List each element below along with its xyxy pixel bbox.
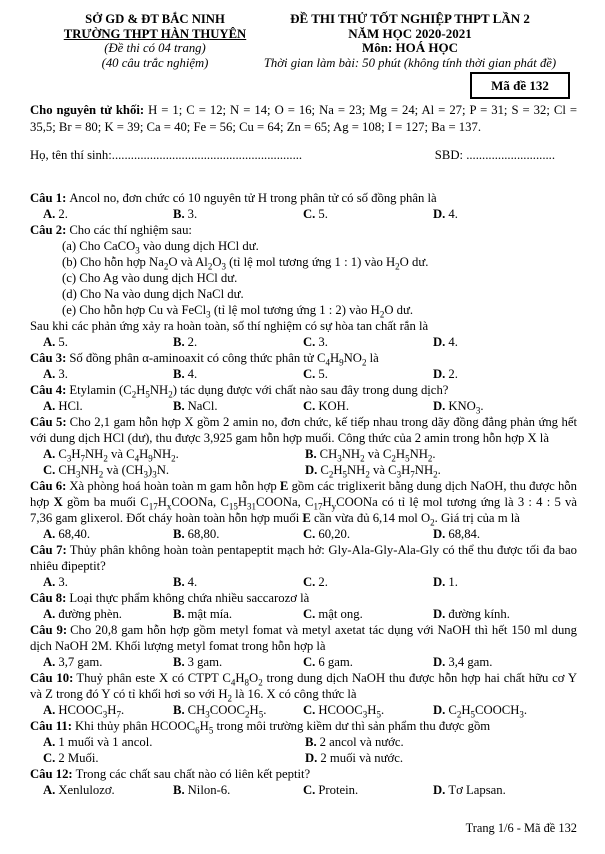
options xyxy=(30,654,577,670)
option-d: D. 2. xyxy=(433,367,458,381)
option-a: A. 3,7 gam. xyxy=(43,655,103,669)
atomic-mass-values: H = 1; C = 12; N = 14; O = 16; Na = 23; Mg = 24; Al = 27; P = 31; S = 32; Cl = 35,5; Br = 80; K = 39; Ca = 40; Fe = 56; Cu = 64; Zn = 65; Ag = 108; I = 127; Ba = 137. xyxy=(30,103,577,134)
option-b: B. 2. xyxy=(173,335,198,349)
question-4 xyxy=(30,382,577,414)
option-d: D. 2 muối và nước. xyxy=(305,751,403,765)
question-text: Khi thủy phân $HCOOC_6H_5$ trong môi trường kiềm dư thì sản phẩm thu được gồm xyxy=(74,719,491,736)
options xyxy=(30,206,577,222)
page-count-note: (Đề thi có 04 trang) xyxy=(104,41,206,55)
exam-title-block xyxy=(240,12,580,70)
atomic-mass-label: Cho nguyên tử khối: xyxy=(30,103,145,117)
option-d: D. 1. xyxy=(433,575,458,589)
option-b: B. 3. xyxy=(173,207,198,221)
options xyxy=(30,574,577,590)
option-a: A. 2. xyxy=(43,207,68,221)
option-a: A. 3. xyxy=(43,575,68,589)
exam-code-box: Mã đề 132 xyxy=(470,72,570,99)
question-count-note: (40 câu trắc nghiệm) xyxy=(101,55,209,70)
experiment-item-a: (a) Cho CaCO$_3$ vào dung dịch HCl dư. xyxy=(62,239,259,256)
question-text: Ancol no, đơn chức có 10 nguyên tử H trong phân tử có số đồng phân là xyxy=(69,191,437,205)
option-c: C. 6 gam. xyxy=(303,655,353,669)
subject: Môn: HOÁ HỌC xyxy=(361,40,459,55)
question-text: Cho 20,8 gam hỗn hợp gồm metyl fomat và metyl axetat tác dụng với NaOH thì hết 150 ml dung dịch NaOH 2M. Khối lượng metyl fomat trong hỗn hợp là xyxy=(30,623,577,653)
question-2 xyxy=(30,222,577,350)
question-number: Câu 5: xyxy=(30,415,67,429)
duration-note: Thời gian làm bài: 50 phút (không tính thời gian phát đề) xyxy=(263,55,557,70)
question-text: Cho các thí nghiệm sau: xyxy=(69,223,192,237)
option-a: A. 68,40. xyxy=(43,527,91,541)
question-number: Câu 9: xyxy=(30,623,68,637)
question-3 xyxy=(30,350,577,382)
option-a: A. $C_3H_7NH_2$ và $C_4H_9NH_2$. xyxy=(43,447,179,464)
question-text: Etylamin $(C_2H_5NH_2)$ tác dụng được với chất nào sau đây trong dung dịch? xyxy=(69,383,449,400)
question-text: Số đồng phân α-aminoaxit có công thức phân tử $C_4H_9NO_2$ là xyxy=(69,351,379,368)
experiment-item-e: (e) Cho hỗn hợp Cu và FeCl$_3$ (tỉ lệ mol tương ứng 1 : 2) vào $H_2O$ dư. xyxy=(62,303,414,320)
department-name: SỞ GD & ĐT BẮC NINH xyxy=(85,12,225,26)
option-c: C. mật ong. xyxy=(303,607,363,621)
option-d: D. đường kính. xyxy=(433,607,510,621)
candidate-sbd-dots: ............................ xyxy=(466,148,555,162)
experiment-item-d: (d) Cho Na vào dung dịch NaCl dư. xyxy=(62,287,244,301)
option-a: A. 1 muối và 1 ancol. xyxy=(43,735,153,749)
option-a: A. 5. xyxy=(43,335,68,349)
question-number: Câu 2: xyxy=(30,223,67,237)
question-number: Câu 3: xyxy=(30,351,67,365)
option-d: D. 4. xyxy=(433,335,458,349)
option-b: B. 4. xyxy=(173,575,198,589)
question-number: Câu 4: xyxy=(30,383,67,397)
option-a: A. HCl. xyxy=(43,399,83,413)
question-text: Loại thực phẩm không chứa nhiều saccarozơ là xyxy=(69,591,310,605)
options xyxy=(30,526,577,542)
question-7 xyxy=(30,542,577,590)
option-c: C. Protein. xyxy=(303,783,359,797)
option-c: C. 2. xyxy=(303,575,328,589)
exam-title: ĐỀ THI THỬ TỐT NGHIỆP THPT LẦN 2 xyxy=(290,11,530,26)
option-c: C. $CH_3NH_2$ và $(CH_3)_3N$. xyxy=(43,463,170,480)
candidate-name-field: Họ, tên thí sinh:............................................................ xyxy=(30,148,303,162)
question-10 xyxy=(30,670,577,718)
option-b: B. mật mía. xyxy=(173,607,233,621)
question-1 xyxy=(30,190,577,222)
options xyxy=(30,366,577,382)
option-c: C. 2 Muối. xyxy=(43,751,99,765)
option-d: D. $C_2H_5NH_2$ và $C_3H_7NH_2$. xyxy=(305,463,441,480)
option-c: C. 3. xyxy=(303,335,328,349)
option-b: B. Nilon-6. xyxy=(173,783,231,797)
question-text: Trong các chất sau chất nào có liên kết peptit? xyxy=(75,767,311,781)
question-9 xyxy=(30,622,577,670)
option-c: C. $HCOOC_3H_5$. xyxy=(303,703,385,720)
experiment-item-c: (c) Cho Ag vào dung dịch HCl dư. xyxy=(62,271,238,285)
option-c: C. KOH. xyxy=(303,399,350,413)
option-b: B. $CH_3NH_2$ và $C_2H_5NH_2$. xyxy=(305,447,436,464)
question-11 xyxy=(30,718,577,766)
option-d: D. $KNO_3$. xyxy=(433,399,484,416)
question-5 xyxy=(30,414,577,478)
question-number: Câu 11: xyxy=(30,719,72,733)
question-12 xyxy=(30,766,577,798)
atomic-mass-note xyxy=(30,102,577,135)
question-6 xyxy=(30,478,577,542)
options xyxy=(30,398,577,414)
option-b: B. NaCl. xyxy=(173,399,218,413)
option-a: A. Xenlulozơ. xyxy=(43,783,115,797)
question-number: Câu 1: xyxy=(30,191,67,205)
option-d: D. 3,4 gam. xyxy=(433,655,493,669)
option-d: D. 4. xyxy=(433,207,458,221)
candidate-sbd-field: SBD: ............................ xyxy=(434,148,555,162)
option-c: C. 60,20. xyxy=(303,527,351,541)
candidate-name-dots: ............................................................ xyxy=(111,148,303,162)
question-number: Câu 10: xyxy=(30,671,74,685)
question-conclusion: Sau khi các phản ứng xảy ra hoàn toàn, số thí nghiệm có sự hòa tan chất rắn là xyxy=(30,319,429,333)
option-b: B. 68,80. xyxy=(173,527,220,541)
option-b: B. 2 ancol và nước. xyxy=(305,735,404,749)
option-a: A. đường phèn. xyxy=(43,607,122,621)
option-c: C. 5. xyxy=(303,367,328,381)
option-b: B. 4. xyxy=(173,367,198,381)
option-b: B. 3 gam. xyxy=(173,655,223,669)
question-text: Thủy phân không hoàn toàn pentapeptit mạch hở: Gly-Ala-Gly-Ala-Gly có thể thu được tối đa bao nhiêu đipeptit? xyxy=(30,543,577,573)
question-text: Cho 2,1 gam hỗn hợp X gồm 2 amin no, đơn chức, kế tiếp nhau trong dãy đồng đẳng phản ứng hết với dung dịch HCl (dư), thu được 3,925 gam hỗn hợp muối. Công thức của 2 amin trong hỗn hợp X là xyxy=(30,415,577,445)
question-number: Câu 7: xyxy=(30,543,67,557)
option-d: D. Tơ Lapsan. xyxy=(433,783,506,797)
question-list xyxy=(30,190,577,798)
option-c: C. 5. xyxy=(303,207,328,221)
option-d: D. 68,84. xyxy=(433,527,481,541)
option-b: B. $CH_3COOC_2H_5$. xyxy=(173,703,267,720)
options xyxy=(30,606,577,622)
question-number: Câu 6: xyxy=(30,479,67,493)
school-name: TRƯỜNG THPT HÀN THUYÊN xyxy=(63,26,247,41)
school-year: NĂM HỌC 2020-2021 xyxy=(348,25,472,41)
options xyxy=(30,446,577,478)
question-text: Xà phòng hoá hoàn toàn m gam hỗn hợp E gồm các triglixerit bằng dung dịch NaOH, thu được hỗn hợp X gồm ba muối $C_{17}H_xCOONa$, $C_{15}H_{31}COONa$, $C_{17}H_yCOONa$ có tỉ lệ mol tương ứng là 3 : 4 : 5 và 7,36 gam glixerol. Đốt cháy hoàn toàn hỗn hợp muối E cần vừa đủ 6,14 mol $O_2$. Giá trị của m là xyxy=(30,479,578,528)
page-footer: Trang 1/6 - Mã đề 132 xyxy=(465,821,577,835)
options xyxy=(30,734,577,766)
question-number: Câu 8: xyxy=(30,591,67,605)
options xyxy=(30,702,577,718)
exam-header xyxy=(30,10,577,102)
question-text: Thuỷ phân este X có CTPT $C_4H_8O_2$ trong dung dịch NaOH thu được hỗn hợp hai chất hữu cơ Y và Z trong đó Y có tỉ khối hơi so với $H_2$ là 16. X có công thức là xyxy=(30,671,577,704)
option-d: D. $C_2H_5COOCH_3$. xyxy=(433,703,528,720)
option-a: A. $HCOOC_3H_7$. xyxy=(43,703,125,720)
question-number: Câu 12: xyxy=(30,767,73,781)
candidate-row xyxy=(30,148,577,163)
options xyxy=(30,782,577,798)
question-8 xyxy=(30,590,577,622)
option-a: A. 3. xyxy=(43,367,68,381)
options xyxy=(30,334,577,350)
experiment-item-b: (b) Cho hỗn hợp $Na_2O$ và $Al_2O_3$ (tỉ lệ mol tương ứng 1 : 1) vào $H_2O$ dư. xyxy=(62,255,429,272)
issuer-block xyxy=(40,12,270,70)
